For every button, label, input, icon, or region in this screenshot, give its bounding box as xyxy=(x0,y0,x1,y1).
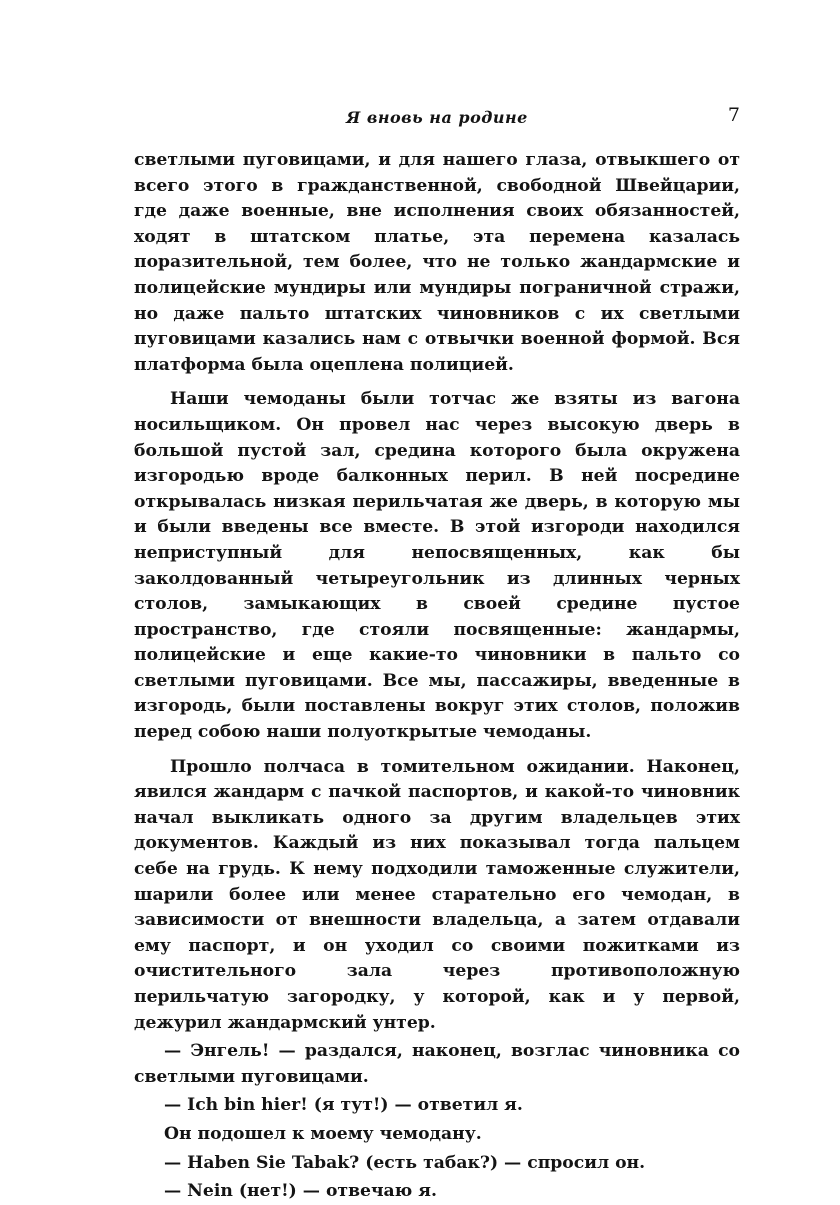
running-title: Я вновь на родине xyxy=(346,108,528,127)
running-header xyxy=(134,104,740,132)
paragraph: Прошло полчаса в томительном ожидании. Наконец, явился жандарм с пачкой паспортов, и какой-то чиновник начал выкликать одного за другим владельцев этих документов. Каждый из них показывал тогда пальцем себе на грудь. К нему подходили таможенные служители, шарили более или менее старательно его чемодан, в зависимости от внешности владельца, а затем отдавали ему паспорт, и он уходил со своими пожитками из очистительного зала через противоположную перильчатую загородку, у которой, как и у первой, дежурил жандармский унтер. xyxy=(134,756,740,1033)
paragraph: Наши чемоданы были тотчас же взяты из вагона носильщиком. Он провел нас через высокую дверь в большой пустой зал, средина которого была окружена изгородью вроде балконных перил. В ней посредине открывалась низкая перильчатая же дверь, в которую мы и были введены все вместе. В этой изгороди находился неприступный для непосвященных, как бы заколдованный четыреугольник из длинных черных столов, замыкающих в своей средине пустое пространство, где стояли посвященные: жандармы, полицейские и еще какие-то чиновники в пальто со светлыми пуговицами. Все мы, пассажиры, введенные в изгородь, были поставлены вокруг этих столов, положив перед собою наши полуоткрытые чемоданы. xyxy=(134,389,740,743)
dialogue-line: — Энгель! — раздался, наконец, возглас чиновника со светлыми пуговицами. xyxy=(134,1041,740,1087)
body-text xyxy=(134,148,740,1205)
paragraph: светлыми пуговицами, и для нашего глаза, отвыкшего от всего этого в гражданственной, свободной Швейцарии, где даже военные, вне исполнения своих обязанностей, ходят в штатском платье, эта перемена казалась поразительной, тем более, что не только жандармские и полицейские мундиры или мундиры пограничной стражи, но даже пальто штатских чиновников с их светлыми пуговицами казались нам с отвычки военной формой. Вся платформа была оцеплена полицией. xyxy=(134,150,740,375)
paragraph: Он подошел к моему чемодану. xyxy=(164,1123,482,1144)
page-number: 7 xyxy=(727,104,740,126)
dialogue-line: — Nein (нет!) — отвечаю я. xyxy=(164,1181,437,1202)
dialogue-line: — Haben Sie Tabak? (есть табак?) — спросил он. xyxy=(164,1152,646,1173)
dialogue-line: — Ich bin hier! (я тут!) — ответил я. xyxy=(164,1095,523,1116)
